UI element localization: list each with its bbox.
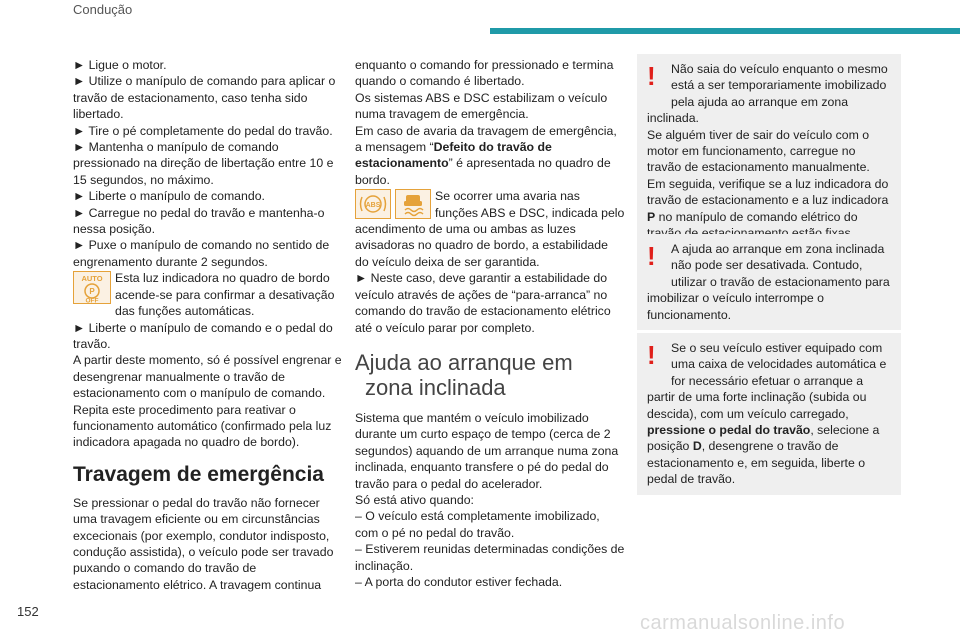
step-apply-brake: ► Utilize o manípulo de comando para aplicar o travão de estacionamento, caso tenha sido libertado. (73, 74, 336, 122)
column-1 (73, 57, 343, 593)
svg-text:P: P (89, 287, 95, 297)
emergency-braking-heading: Travagem de emergência (73, 462, 324, 486)
fault-message: Defeito do travão de estacionamento (355, 140, 552, 171)
step-release-pedal: ► Tire o pé completamente do pedal do travão. (73, 123, 333, 138)
active-conditions-intro: Só está ativo quando: (355, 492, 474, 507)
fault-message-text: Em caso de avaria da travagem de emergência, a mensagem “Defeito do travão de estacionamento” é apresentada no quadro de bordo. (355, 123, 617, 187)
condition-stationary: – O veículo está completamente imobilizado, com o pé no pedal do travão. (355, 509, 600, 540)
stop-go-instruction: ► Neste caso, deve garantir a estabilidade do veículo através de ações de “para-arranca” no comando do travão de estacionamento elétrico até o veículo parar por completo. (355, 271, 611, 335)
svg-text:ABS: ABS (365, 202, 381, 210)
step-release-control: ► Liberte o manípulo de comando. (73, 189, 265, 204)
svg-text:AUTO: AUTO (81, 274, 103, 284)
abs-dsc-warning-note (355, 188, 625, 270)
page-number: 152 (17, 604, 39, 619)
header-accent-bar (490, 28, 960, 34)
reactivate-note: Repita este procedimento para reativar o funcionamento automático (confirmado pela luz indicadora apagada no quadro de bordo). (73, 402, 332, 450)
abs-dsc-fault-text: Se ocorrer uma avaria nas funções ABS e DSC, indicada pelo acendimento de uma ou ambas as luzes avisadoras no quadro de bordo, a estabilidade do veículo deixa de ser garantida. (355, 189, 625, 269)
condition-door-closed: – A porta do condutor estiver fechada. (355, 574, 563, 589)
svg-text:OFF: OFF (85, 297, 99, 304)
step-pull-control: ► Puxe o manípulo de comando no sentido de engrenamento durante 2 segundos. (73, 238, 330, 269)
auto-off-indicator-icon (73, 271, 111, 304)
auto-off-note (73, 270, 343, 319)
emergency-continued: enquanto o comando for pressionado e termina quando o comando é libertado. (355, 58, 614, 89)
warning-box-leave-vehicle (637, 54, 901, 248)
step-start-engine: ► Ligue o motor. (73, 58, 167, 72)
warning-box-cannot-deactivate (637, 234, 901, 330)
warning-cannot-deactivate-text: A ajuda ao arranque em zona inclinada não pode ser desativada. Contudo, utilizar o travão de estacionamento para imobilizar o veículo interrompe o funcionamento. (647, 242, 890, 322)
auto-off-text: Esta luz indicadora no quadro de bordo acende-se para confirmar a desativação das funções automáticas. (115, 271, 335, 319)
warning-exclamation-icon: ! (647, 340, 656, 370)
warning-check-indicators-text: Em seguida, verifique se a luz indicadora do travão de estacionamento e a luz indicadora P no manípulo de comando elétrico do (647, 176, 889, 224)
manual-mode-note: A partir deste momento, só é possível engrenar e desengrenar manualmente o travão de estacionamento com o manípulo de comando. (73, 353, 342, 401)
condition-incline: – Estiverem reunidas determinadas condições de inclinação. (355, 542, 625, 573)
abs-dsc-text: Os sistemas ABS e DSC estabilizam o veículo numa travagem de emergência. (355, 90, 608, 122)
warning-exclamation-icon: ! (647, 241, 656, 271)
step-hold-control: ► Mantenha o manípulo de comando pressionado na direção de libertação entre 10 e 15 segundos, no máximo. (73, 140, 334, 187)
watermark: carmanualsonline.info (640, 612, 846, 634)
section-title: Condução (73, 2, 133, 17)
abs-warning-icon (355, 189, 391, 219)
hill-start-description: Sistema que mantém o veículo imobilizado durante um curto espaço de tempo (cerca de 2 segundos) aquando de um arranque numa zona inclinada, enquanto transfere o pé do pedal do travão para o pedal do acelerador. (355, 410, 619, 491)
warning-box-automatic-gearbox (637, 333, 901, 495)
dsc-warning-icon (395, 189, 431, 219)
emergency-braking-text: Se pressionar o pedal do travão não fornecer uma travagem eficiente ou em circunstâncias excecionais (por exemplo, condutor indisposto, condução assistida), o veículo pode ser travado puxando o comando do travão de estacionamento elétrico. A travagem continua (73, 495, 334, 592)
step-press-pedal: ► Carregue no pedal do travão e mantenha-o nessa posição. (73, 205, 325, 237)
warning-apply-brake-text: Se alguém tiver de sair do veículo com o motor em funcionamento, carregue no travão de estacionamento manualmente. (647, 127, 870, 175)
hill-start-assist-heading: Ajuda ao arranque em zona inclinada (355, 349, 573, 400)
warning-automatic-gearbox-text: Se o seu veículo estiver equipado com uma caixa de velocidades automática e for necessário efetuar o arranque a partir de uma forte inclinação (subida ou descida), com um veículo carregado, pressione o pedal do travão, selecione a posição D, desengrene o travão de estacionamento e, em seguida, liberte o pedal de travão. (647, 341, 887, 487)
warning-leave-vehicle-text: Não saia do veículo enquanto o mesmo está a ser temporariamente imobilizado pela ajuda ao arranque em zona inclinada. (647, 62, 888, 126)
step-release-both: ► Liberte o manípulo de comando e o pedal do travão. (73, 320, 333, 351)
column-2 (355, 57, 625, 590)
warning-exclamation-icon: ! (647, 61, 656, 91)
